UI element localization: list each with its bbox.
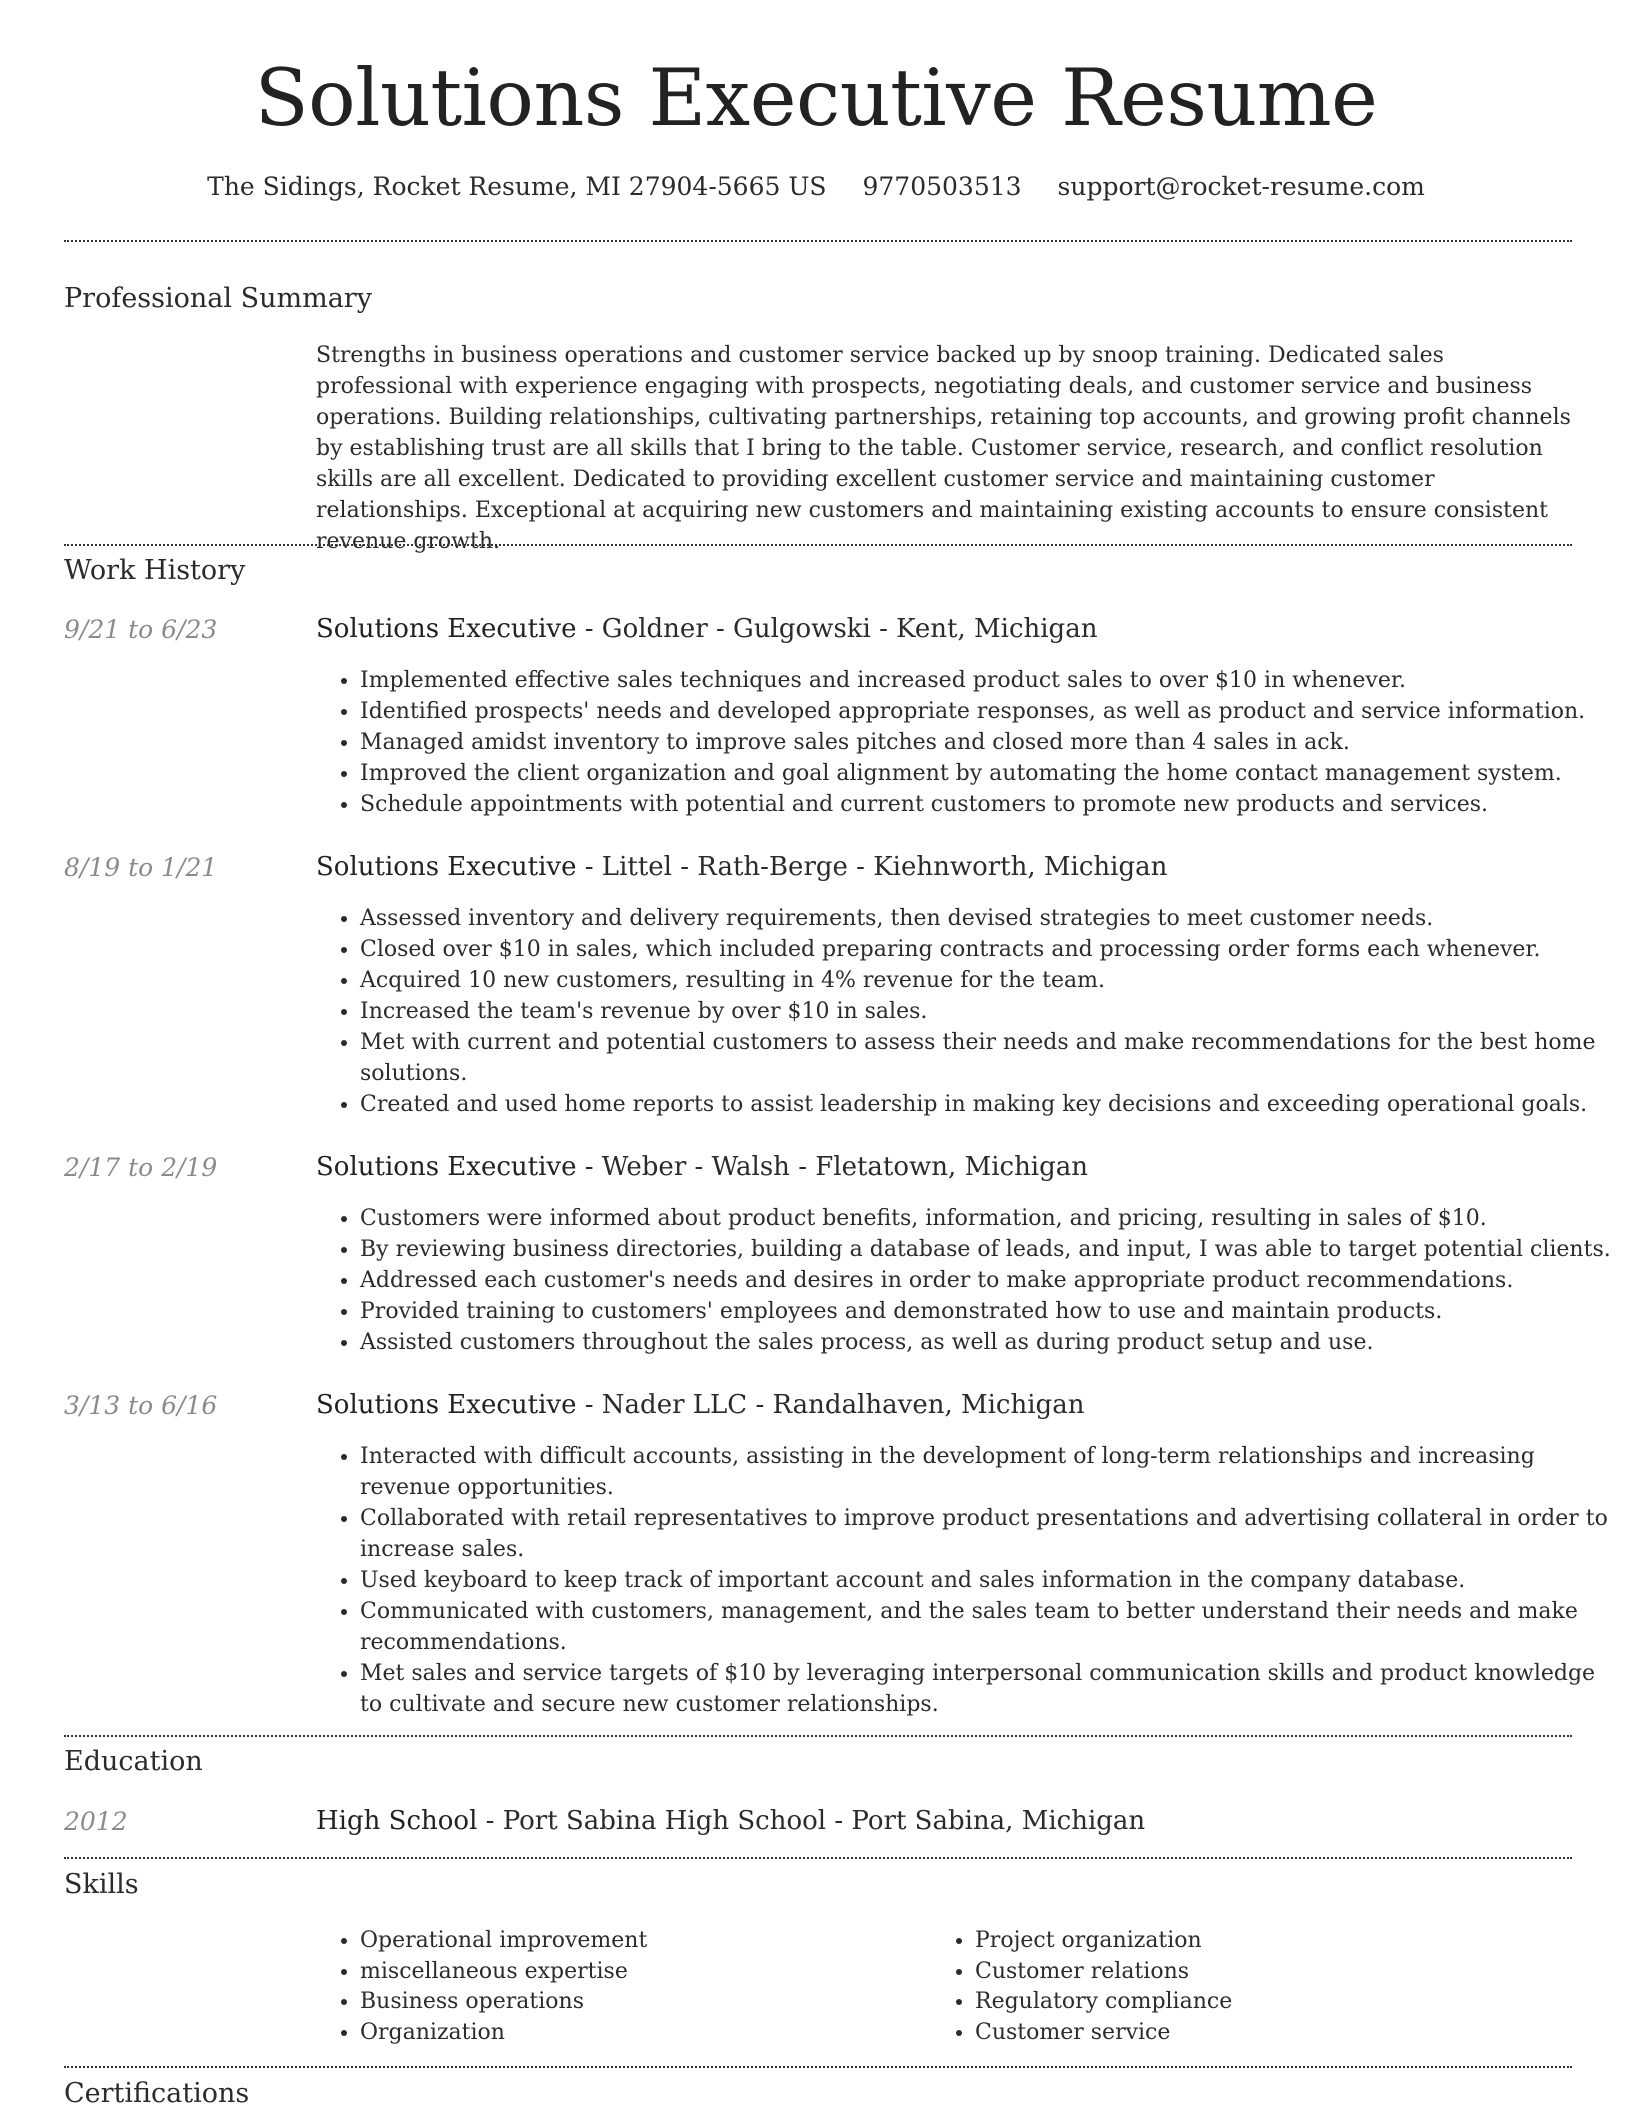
resume-title: Solutions Executive Resume — [254, 52, 1378, 144]
job-dates: 3/13 to 6/16 — [64, 1391, 218, 1420]
job-heading — [316, 852, 1167, 882]
list-item: • Communicated with customers, management, and the sales team to better understand their needs and make recommendations. — [360, 1596, 1620, 1658]
work-history-heading: Work History — [64, 555, 246, 586]
job-details: - Nader LLC - Randalhaven, Michigan — [576, 1390, 1085, 1420]
skill-item: • Project organization — [975, 1926, 1535, 1957]
list-item: • Managed amidst inventory to improve sales pitches and closed more than 4 sales in ack. — [360, 727, 1620, 758]
divider — [64, 544, 1572, 546]
education-year: 2012 — [64, 1807, 128, 1836]
list-item: • Acquired 10 new customers, resulting in 4% revenue for the team. — [360, 965, 1620, 996]
skills-list-left — [316, 1926, 920, 2048]
education-degree: High School — [316, 1806, 478, 1836]
divider — [64, 240, 1572, 242]
job-dates: 9/21 to 6/23 — [64, 615, 218, 644]
list-item: • Customers were informed about product benefits, information, and pricing, resulting in sales of $10. — [360, 1203, 1620, 1234]
skill-item: • Business operations — [360, 1987, 920, 2018]
job-bullets — [316, 665, 1620, 820]
list-item: • By reviewing business directories, building a database of leads, and input, I was able to target potential clients. — [360, 1234, 1620, 1265]
skill-item: • Organization — [360, 2018, 920, 2049]
job-bullets — [316, 1441, 1620, 1720]
skills-heading: Skills — [64, 1869, 139, 1900]
divider — [64, 1735, 1572, 1737]
job-title: Solutions Executive — [316, 1152, 577, 1182]
skill-item: • Customer service — [975, 2018, 1535, 2049]
list-item: • Implemented effective sales techniques and increased product sales to over $10 in whenever. — [360, 665, 1620, 696]
email: support@rocket-resume.com — [1057, 172, 1425, 201]
list-item: • Schedule appointments with potential and current customers to promote new products and services. — [360, 789, 1620, 820]
job-heading — [316, 614, 1097, 644]
list-item: • Met with current and potential customers to assess their needs and make recommendations for the best home solutions. — [360, 1027, 1620, 1089]
list-item: • Assisted customers throughout the sales process, as well as during product setup and use. — [360, 1327, 1620, 1358]
list-item: • Improved the client organization and goal alignment by automating the home contact management system. — [360, 758, 1620, 789]
job-details: - Weber - Walsh - Fletatown, Michigan — [576, 1152, 1089, 1182]
summary-heading: Professional Summary — [64, 283, 372, 314]
divider — [64, 1857, 1572, 1859]
job-title: Solutions Executive — [316, 852, 577, 882]
job-dates: 2/17 to 2/19 — [64, 1153, 218, 1182]
address: The Sidings, Rocket Resume, MI 27904-5665 US — [207, 172, 827, 201]
phone: 9770503513 — [862, 172, 1022, 201]
list-item: • Used keyboard to keep track of important account and sales information in the company database. — [360, 1565, 1620, 1596]
skill-item: • Regulatory compliance — [975, 1987, 1535, 2018]
list-item: • Interacted with difficult accounts, assisting in the development of long-term relationships and increasing revenue opportunities. — [360, 1441, 1620, 1503]
list-item: • Provided training to customers' employees and demonstrated how to use and maintain products. — [360, 1296, 1620, 1327]
education-heading-line — [316, 1806, 1145, 1836]
list-item: • Collaborated with retail representatives to improve product presentations and advertising collateral in order to increase sales. — [360, 1503, 1620, 1565]
skill-item: • Customer relations — [975, 1957, 1535, 1988]
job-title: Solutions Executive — [316, 1390, 577, 1420]
job-dates: 8/19 to 1/21 — [64, 853, 218, 882]
job-heading — [316, 1152, 1088, 1182]
certifications-heading: Certifications — [64, 2078, 250, 2109]
skill-item: • miscellaneous expertise — [360, 1957, 920, 1988]
job-title: Solutions Executive — [316, 614, 577, 644]
job-bullets — [316, 1203, 1620, 1358]
education-heading: Education — [64, 1746, 203, 1777]
list-item: • Assessed inventory and delivery requirements, then devised strategies to meet customer needs. — [360, 903, 1620, 934]
list-item: • Met sales and service targets of $10 by leveraging interpersonal communication skills and product knowledge to cultivate and secure new customer relationships. — [360, 1658, 1620, 1720]
list-item: • Created and used home reports to assist leadership in making key decisions and exceeding operational goals. — [360, 1089, 1620, 1120]
divider — [64, 2066, 1572, 2068]
skills-list-right — [931, 1926, 1535, 2048]
summary-text: Strengths in business operations and customer service backed up by snoop training. Dedicated sales professional with experience engaging with prospects, negotiating deals, and customer service and business operations. Building relationships, cultivating partnerships, retaining top accounts, and growing profit channels by establishing trust are all skills that I bring to the table. Customer service, research, and conflict resolution skills are all excellent. Dedicated to providing excellent customer service and maintaining customer relationships. Exceptional at acquiring new customers and maintaining existing accounts to ensure consistent revenue growth. — [316, 343, 1571, 554]
job-details: - Littel - Rath-Berge - Kiehnworth, Michigan — [576, 852, 1168, 882]
job-bullets — [316, 903, 1620, 1120]
skill-item: • Operational improvement — [360, 1926, 920, 1957]
job-details: - Goldner - Gulgowski - Kent, Michigan — [576, 614, 1098, 644]
education-details: - Port Sabina High School - Port Sabina, Michigan — [477, 1806, 1146, 1836]
list-item: • Increased the team's revenue by over $10 in sales. — [360, 996, 1620, 1027]
list-item: • Identified prospects' needs and developed appropriate responses, as well as product and service information. — [360, 696, 1620, 727]
job-heading — [316, 1390, 1084, 1420]
contact-line — [0, 172, 1632, 201]
list-item: • Addressed each customer's needs and desires in order to make appropriate product recommendations. — [360, 1265, 1620, 1296]
list-item: • Closed over $10 in sales, which included preparing contracts and processing order forms each whenever. — [360, 934, 1620, 965]
